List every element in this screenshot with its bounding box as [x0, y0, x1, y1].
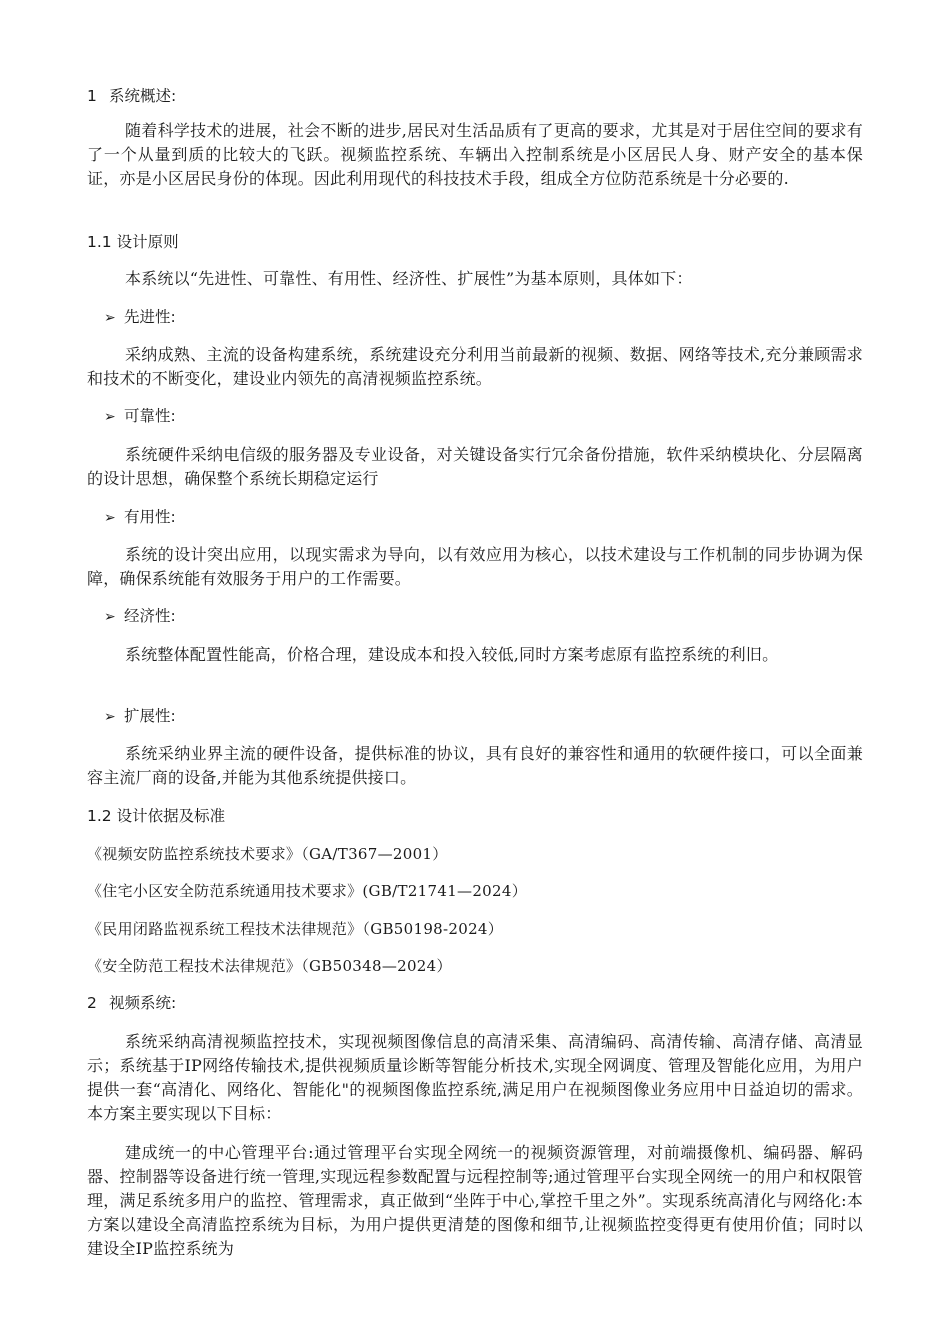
bullet-heading-economic: [104, 606, 176, 627]
standard-item: 《民用闭路监视系统工程技术法律规范》（GB50198-2024）: [87, 920, 504, 938]
arrow-bullet-icon: ➢: [104, 409, 116, 425]
bullet-heading-advanced: [104, 307, 176, 328]
subsection-heading-1-1: 1.1 设计原则: [87, 233, 179, 251]
arrow-bullet-icon: ➢: [104, 310, 116, 326]
section-title: 系统概述:: [109, 87, 177, 105]
bullet-title: 可靠性:: [124, 407, 176, 425]
paragraph-economic: 系统整体配置性能高，价格合理，建设成本和投入较低,同时方案考虑原有监控系统的利旧。: [125, 645, 779, 664]
paragraph-useful: 系统的设计突出应用，以现实需求为导向，以有效应用为核心，以技术建设与工作机制的同步协调为保障，确保系统能有效服务于用户的工作需要。: [87, 545, 863, 588]
subsection-heading-1-2: 1.2 设计依据及标准: [87, 807, 226, 825]
bullet-title: 有用性:: [124, 508, 176, 526]
bullet-title: 先进性:: [124, 308, 176, 326]
section-heading-2: [87, 993, 176, 1013]
paragraph-advanced: 采纳成熟、主流的设备构建系统，系统建设充分利用当前最新的视频、数据、网络等技术,充分兼顾需求和技术的不断变化，建设业内领先的高清视频监控系统。: [87, 345, 863, 388]
paragraph-overview: 随着科学技术的进展，社会不断的进步,居民对生活品质有了更高的要求，尤其是对于居住空间的要求有了一个从量到质的比较大的飞跃。视频监控系统、车辆出入控制系统是小区居民人身、财产安全的基本保证，亦是小区居民身份的体现。因此利用现代的科技技术手段，组成全方位防范系统是十分必要的.: [87, 121, 863, 188]
bullet-heading-reliable: [104, 406, 176, 427]
section-number: 2: [87, 994, 97, 1012]
bullet-title: 扩展性:: [124, 707, 176, 725]
paragraph-reliable: 系统硬件采纳电信级的服务器及专业设备，对关键设备实行冗余备份措施，软件采纳模块化、分层隔离的设计思想，确保整个系统长期稳定运行: [87, 445, 863, 488]
section-title: 视频系统:: [109, 994, 177, 1012]
bullet-title: 经济性:: [124, 607, 176, 625]
section-heading-1: [87, 86, 176, 106]
paragraph-video-system: 系统采纳高清视频监控技术，实现视频图像信息的高清采集、高清编码、高清传输、高清存储、高清显示；系统基于IP网络传输技术,提供视频质量诊断等智能分析技术,实现全网调度、管理及智能化应用，为用户提供一套“高清化、网络化、智能化"的视频图像监控系统,满足用户在视频图像业务应用中日益迫切的需求。本方案主要实现以下目标：: [87, 1032, 863, 1123]
bullet-heading-useful: [104, 507, 176, 528]
standard-item: 《安全防范工程技术法律规范》（GB50348—2024）: [87, 957, 452, 975]
section-number: 1: [87, 87, 97, 105]
arrow-bullet-icon: ➢: [104, 609, 116, 625]
paragraph-principles-intro: 本系统以“先进性、可靠性、有用性、经济性、扩展性”为基本原则，具体如下：: [125, 269, 693, 288]
bullet-heading-extensible: [104, 706, 176, 727]
arrow-bullet-icon: ➢: [104, 510, 116, 526]
paragraph-video-goals: 建成统一的中心管理平台:通过管理平台实现全网统一的视频资源管理，对前端摄像机、编码器、解码器、控制器等设备进行统一管理,实现远程参数配置与远程控制等;通过管理平台实现全网统一的用户和权限管理，满足系统多用户的监控、管理需求，真正做到“坐阵于中心,掌控千里之外”。实现系统高清化与网络化:本方案以建设全高清监控系统为目标，为用户提供更清楚的图像和细节,让视频监控变得更有使用价值；同时以建设全IP监控系统为: [87, 1143, 863, 1258]
standard-item: 《视频安防监控系统技术要求》（GA/T367—2001）: [87, 845, 448, 863]
arrow-bullet-icon: ➢: [104, 709, 116, 725]
standard-item: 《住宅小区安全防范系统通用技术要求》(GB/T21741—2024）: [87, 882, 528, 900]
paragraph-extensible: 系统采纳业界主流的硬件设备，提供标准的协议，具有良好的兼容性和通用的软硬件接口，可以全面兼容主流厂商的设备,并能为其他系统提供接口。: [87, 744, 863, 787]
